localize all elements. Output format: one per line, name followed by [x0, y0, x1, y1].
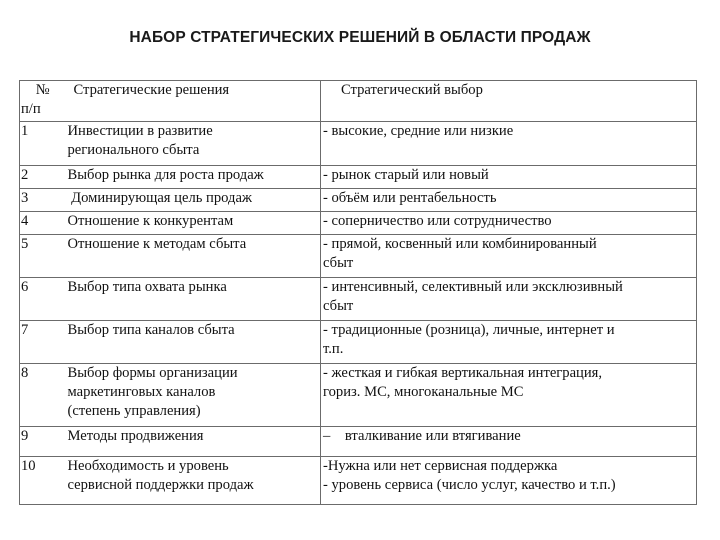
- table-row: [20, 427, 697, 457]
- choice-cell: [321, 235, 697, 278]
- decision-text: Выбор типа охвата рынка: [67, 279, 227, 295]
- table-row: [20, 122, 697, 166]
- decision-text: регионального сбыта: [67, 142, 200, 158]
- choice-text: – вталкивание или втягивание: [323, 428, 521, 444]
- row-number: 7: [20, 321, 66, 364]
- choice-cell: [321, 212, 697, 235]
- choice-text: - соперничество или сотрудничество: [323, 213, 552, 229]
- row-number: 6: [20, 278, 66, 321]
- decision-cell: [66, 122, 321, 166]
- decision-text: Доминирующая цель продаж: [67, 190, 253, 206]
- page-title: НАБОР СТРАТЕГИЧЕСКИХ РЕШЕНИЙ В ОБЛАСТИ ПРОДАЖ: [129, 29, 591, 46]
- row-number: 10: [20, 457, 66, 505]
- decision-text: Выбор рынка для роста продаж: [67, 167, 264, 183]
- decision-cell: [66, 212, 321, 235]
- choice-cell: [321, 457, 697, 505]
- decision-text: (степень управления): [67, 403, 201, 419]
- row-number: 1: [20, 122, 66, 166]
- decision-text: сервисной поддержки продаж: [67, 477, 254, 493]
- choice-cell: [321, 166, 697, 189]
- strategy-table: [19, 80, 697, 505]
- decision-text: Отношение к конкурентам: [67, 213, 234, 229]
- decision-text: Необходимость и уровень: [67, 458, 229, 474]
- choice-text: - уровень сервиса (число услуг, качество и т.п.): [323, 477, 616, 493]
- choice-cell: [321, 321, 697, 364]
- decision-text: Отношение к методам сбыта: [67, 236, 247, 252]
- choice-cell: [321, 278, 697, 321]
- table-row: [20, 189, 697, 212]
- decision-cell: [66, 427, 321, 457]
- header-row: [20, 81, 697, 122]
- choice-text: т.п.: [323, 341, 344, 357]
- header-choice: Стратегический выбор: [321, 81, 697, 122]
- decision-cell: [66, 321, 321, 364]
- table-row: [20, 457, 697, 505]
- table-row: [20, 278, 697, 321]
- decision-cell: [66, 166, 321, 189]
- decision-text: Инвестиции в развитие: [67, 123, 213, 139]
- row-number: 8: [20, 364, 66, 427]
- decision-cell: [66, 457, 321, 505]
- decision-cell: [66, 364, 321, 427]
- decision-text: Методы продвижения: [67, 428, 204, 444]
- header-number: [20, 81, 66, 122]
- choice-text: - интенсивный, селективный или эксклюзивный: [323, 279, 623, 295]
- decision-cell: [66, 189, 321, 212]
- table-row: [20, 364, 697, 427]
- decision-text: маркетинговых каналов: [67, 384, 216, 400]
- choice-text: - прямой, косвенный или комбинированный: [323, 236, 597, 252]
- choice-text: гориз. МС, многоканальные МС: [323, 384, 524, 400]
- table-row: [20, 321, 697, 364]
- choice-text: - рынок старый или новый: [323, 167, 489, 183]
- choice-text: сбыт: [323, 255, 354, 271]
- table-row: [20, 235, 697, 278]
- choice-cell: [321, 427, 697, 457]
- choice-text: сбыт: [323, 298, 354, 314]
- row-number: 9: [20, 427, 66, 457]
- row-number: 3: [20, 189, 66, 212]
- decision-text: Выбор формы организации: [67, 365, 238, 381]
- header-decision: Стратегические решения: [66, 81, 321, 122]
- choice-text: - жесткая и гибкая вертикальная интеграция,: [323, 365, 603, 381]
- choice-cell: [321, 122, 697, 166]
- decision-cell: [66, 235, 321, 278]
- row-number: 2: [20, 166, 66, 189]
- choice-cell: [321, 364, 697, 427]
- header-number-abbr: п/п: [21, 101, 41, 117]
- decision-text: Выбор типа каналов сбыта: [67, 322, 235, 338]
- row-number: 4: [20, 212, 66, 235]
- choice-text: - традиционные (розница), личные, интернет и: [323, 322, 615, 338]
- header-number-symbol: №: [35, 82, 50, 98]
- choice-text: - высокие, средние или низкие: [323, 123, 514, 139]
- choice-text: -Нужна или нет сервисная поддержка: [323, 458, 558, 474]
- choice-text: - объём или рентабельность: [323, 190, 497, 206]
- table-row: [20, 212, 697, 235]
- choice-cell: [321, 189, 697, 212]
- decision-cell: [66, 278, 321, 321]
- row-number: 5: [20, 235, 66, 278]
- table-row: [20, 166, 697, 189]
